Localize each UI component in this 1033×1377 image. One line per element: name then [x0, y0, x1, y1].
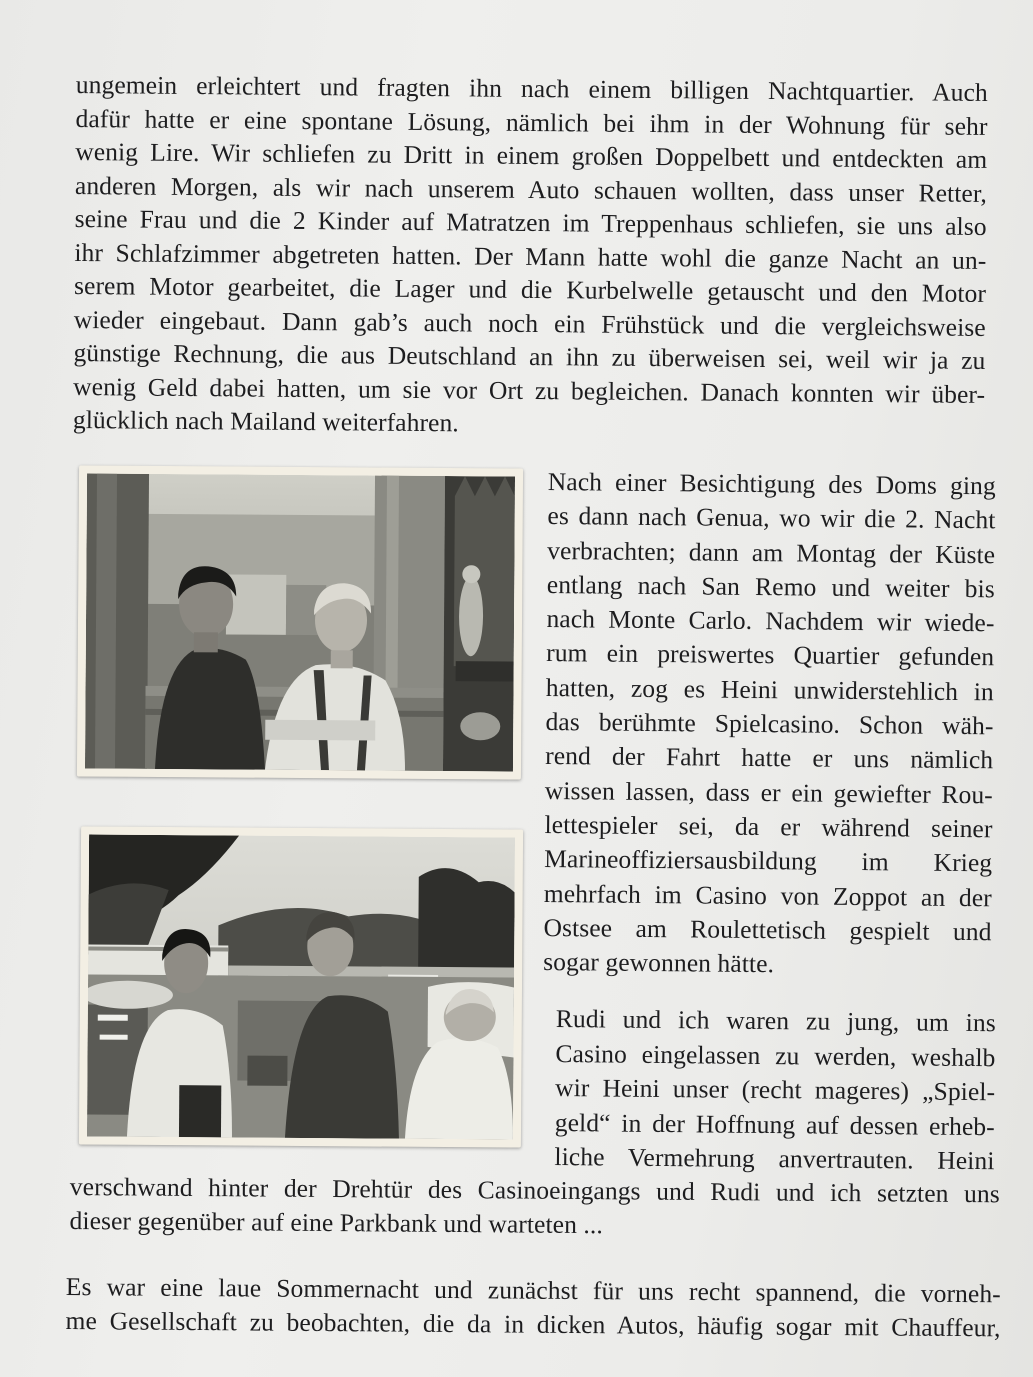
text-line: sogar gewonnen hätte.	[543, 947, 775, 979]
paragraph-right-continued	[554, 1002, 996, 1179]
text-line: glücklich nach Mailand weiterfahren.	[72, 404, 459, 438]
text-line: ihr Schlafzimmer abgetreten hatten. Der Mann hatte wohl die ganze Nacht an un-	[74, 237, 987, 275]
photo-image	[87, 835, 515, 1140]
text-line: Ostsee am Roulettetisch gespielt und	[543, 912, 992, 947]
text-line: seine Frau und die 2 Kinder auf Matratzen im Treppenhaus schliefen, sie uns also	[74, 203, 987, 241]
photo-cathedral-terrace	[77, 465, 523, 779]
text-line: Es war eine laue Sommernacht und zunächst für uns recht spannend, die vorneh-	[65, 1271, 1001, 1309]
paragraph-right	[543, 465, 996, 984]
text-line: Rudi und ich waren zu jung, um ins	[555, 1003, 996, 1038]
photo-cathedral-illustration	[85, 474, 515, 772]
text-line: rum ein preiswertes Quartier gefunden	[546, 638, 995, 672]
text-line: nach Monte Carlo. Nachdem wir wiede-	[546, 604, 995, 638]
photo-harbour-illustration	[87, 835, 515, 1140]
paragraph-bottom	[65, 1270, 1000, 1344]
text-line: das berühmte Spielcasino. Schon wäh-	[545, 707, 994, 741]
text-line: me Gesellschaft zu beobachten, die da in dicken Autos, häufig sogar mit Chauffeur,	[65, 1305, 1001, 1342]
text-line: mehrfach im Casino von Zoppot an der	[543, 878, 993, 912]
text-line: anderen Morgen, als wir nach unserem Auto schauen wollten, dass unser Retter,	[74, 170, 988, 208]
text-line: lettespieler sei, da er während seiner	[544, 809, 993, 844]
text-line: wenig Geld dabei hatten, um sie vor Ort zu begleichen. Danach konnten wir über-	[73, 371, 986, 409]
text-line: wissen lassen, dass er ein gewiefter Rou-	[544, 775, 993, 809]
text-line: liche Vermehrung anvertrauten. Heini	[554, 1141, 995, 1176]
text-line: wir Heini unser (recht mageres) „Spiel-	[555, 1072, 996, 1107]
paragraph-top	[73, 68, 988, 444]
text-line: verbrachten; dann am Montag der Küste	[547, 535, 996, 569]
text-line: Casino eingelassen zu werden, weshalb	[555, 1038, 996, 1072]
text-line: wieder eingebaut. Dann gab’s auch noch ein Frühstück und die vergleichsweise	[73, 304, 986, 342]
text-line: dafür hatte er eine spontane Lösung, nämlich bei ihm in der Wohnung für sehr	[75, 103, 988, 141]
text-line: es dann nach Genua, wo wir die 2. Nacht	[547, 501, 996, 535]
text-line: Nach einer Besichtigung des Doms ging	[547, 466, 996, 501]
text-line: günstige Rechnung, die aus Deutschland an ihn zu überweisen sei, weil wir ja zu	[73, 337, 986, 375]
text-line: ungemein erleichtert und fragten ihn nach einem billigen Nachtquartier. Auch	[75, 69, 988, 107]
text-line: hatten, zog es Heini unwiderstehlich in	[545, 672, 994, 707]
paragraph-bottom-continuation	[69, 1170, 999, 1244]
text-line: entlang nach San Remo und weiter bis	[546, 569, 995, 604]
text-line: rend der Fahrt hatte er uns nämlich	[545, 741, 994, 775]
text-line: dieser gegenüber auf eine Parkbank und warteten ...	[69, 1205, 604, 1239]
text-line: geld“ in der Hoffnung auf dessen erheb-	[554, 1107, 995, 1141]
photo-image	[85, 474, 515, 772]
text-line: Marineoffiziersausbildung im Krieg	[544, 844, 993, 878]
text-line: serem Motor gearbeitet, die Lager und die Kurbelwelle getauscht und den Motor	[73, 270, 987, 308]
text-line: verschwand hinter der Drehtür des Casinoeingangs und Rudi und ich setzten uns	[69, 1171, 1000, 1209]
text-line: wenig Lire. Wir schliefen zu Dritt in einem großen Doppelbett und entdeckten am	[75, 136, 988, 174]
photo-harbour-promenade	[79, 826, 523, 1147]
